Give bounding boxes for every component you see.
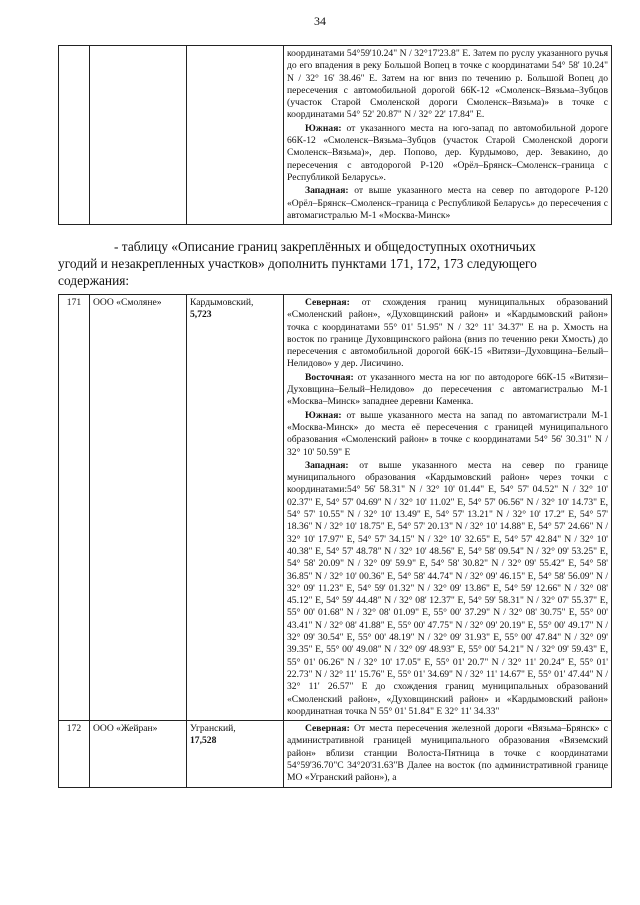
boundary-south xyxy=(287,123,608,184)
cell-organization xyxy=(90,46,187,225)
boundary-table-continued xyxy=(58,45,612,225)
boundary-table-new-rows xyxy=(58,294,612,788)
boundary-east xyxy=(287,372,608,409)
boundary-south xyxy=(287,410,608,459)
amendment-intro xyxy=(58,238,612,289)
cell-boundary-description xyxy=(284,721,612,787)
boundary-text: от выше указанного места на запад по автомагистрали М-1 «Москва-Минск» до места её пересечения с границей муниципального образования «Смоленский район» в точке с координатами 54° 56' 30.31" N / 32° 10' 50.59" Е xyxy=(287,409,608,458)
boundary-text: от указанного места на юг по автодороге 66К-15 «Витязи–Духовщина–Белый–Нелидово» до пересечения с автомагистралью М-1 «Москва–Минск» западнее деревни Каменка. xyxy=(287,371,608,408)
cell-area xyxy=(187,721,284,787)
boundary-text: от указанного места на юго-запад по автомобильной дороге 66К-12 «Смоленск–Вязьма–Зубцов (участок Старой Смоленской дороги Смоленск–Вязьма)», дер. Попово, дер. Курдымово, дер. Зевакино, до пересечения с автодорогой Р-120 «Орёл–Брянск–Смоленск–граница с Республикой Беларусь». xyxy=(287,122,608,183)
intro-line: угодий и незакрепленных участков» дополнить пунктами 171, 172, 173 следующего xyxy=(58,256,537,271)
boundary-label: Южная: xyxy=(305,122,342,134)
table-row xyxy=(59,46,612,225)
area-name: Кардымовский, xyxy=(190,297,254,308)
page-number: 34 xyxy=(314,14,326,28)
boundary-label: Западная: xyxy=(305,185,349,197)
boundary-text: От места пересечения железной дороги «Вязьма–Брянск» с административной границей муниципального образования «Вяземский район» вблизи станции Волоста-Пятница в точке с координатами 54°59'36.70"С 34°20'31.63"В Далее на восток (по административной границе МО «Угранский район»), а xyxy=(287,723,608,784)
cell-area xyxy=(187,46,284,225)
boundary-label: Южная: xyxy=(305,409,342,421)
boundary-label: Западная: xyxy=(305,459,349,471)
cell-boundary-description xyxy=(284,46,612,225)
cell-number xyxy=(59,46,90,225)
cell-organization: ООО «Смоляне» xyxy=(90,295,187,721)
area-size: 17,528 xyxy=(190,735,217,747)
boundary-text: от выше указанного места на север по автодороге Р-120 «Орёл–Брянск–Смоленск–граница с Республикой Беларусь» до пересечения с автомагистралью М-1 «Москва-Минск» xyxy=(287,185,608,221)
table-row xyxy=(59,721,612,787)
boundary-label: Северная: xyxy=(305,297,350,308)
boundary-label: Северная: xyxy=(305,723,350,735)
boundary-text: от выше указанного места на север по границе муниципального образования «Кардымовский район» через точки с координатами:54° 56' 58.31" N / 32° 10' 01.44" Е, 54° 57' 04.52" N / 32° 10' 02.37" Е, 54° 57' 04.69" N / 32° 10' 11.02" Е, 54° 57' 06.56" N / 32° 10' 14.73" Е, 54° 57' 10.55" N / 32° 10' 13.49" Е, 54° 57' 13.21" N / 32° 10' 17.2" Е, 54° 57' 18.36" N / 32° 10' 18.75" Е, 54° 57' 20.13" N / 32° 10' 14.88" Е, 54° 57' 24.66" N / 32° 10' 17.97" Е, 54° 57' 34.15" N / 32° 10' 32.65" Е, 54° 57' 42.84" N / 32° 10' 40.38" Е, 54° 57' 48.78" N / 32° 10' 48.56" Е, 54° 58' 09.54" N / 32° 09' 53.25" Е, 54° 58' 20.09" N / 32° 09' 59.9" Е, 54° 58' 30.82" N / 32° 09' 55.42" Е, 54° 58' 36.85" N / 32° 10' 00.36" Е, 54° 58' 44.74" N / 32° 09' 46.15" Е, 54° 58' 56.09" N / 32° 09' 11.23" Е, 54° 59' 01.32" N / 32° 09' 13.86" Е, 54° 59' 12.66" N / 32° 08' 45.12" Е, 54° 59' 44.48" N / 32° 08' 12.37" Е, 54° 59' 58.31" N / 32° 07' 55.37" Е, 55° 00' 01.68" N / 32° 08' 01.09" Е, 55° 00' 37.29" N / 32° 08' 30.75" Е, 55° 00' 43.41" N / 32° 08' 41.88" Е, 55° 00' 47.75" N / 32° 09' 20.19" Е, 55° 00' 49.17" N / 32° 09' 30.54" Е, 55° 00' 48.19" N / 32° 09' 31.93" Е, 55° 00' 47.84" N / 32° 09' 39.35" Е, 55° 00' 49.08" N / 32° 09' 48.93" Е, 55° 00' 54.21" N / 32° 09' 59.43" Е, 55° 01' 06.26" N / 32° 10' 17.05" Е, 55° 01' 20.7" N / 32° 11' 20.24" Е, 55° 01' 22.73" N / 32° 11' 15.76" Е, 55° 01' 34.69" N / 32° 11' 14.67" Е, 55° 01' 47.44" N / 32° 11' 26.57" Е до схождения границ муниципальных образований «Смоленский район», «Духовщинский район» и «Кардымовский район» координатная точка N 55° 01' 51.84" Е 32° 11' 34.33" xyxy=(287,459,608,717)
intro-line: - таблицу «Описание границ закреплённых и общедоступных охотничьих xyxy=(114,239,536,254)
cell-number: 171 xyxy=(59,295,90,721)
table-row xyxy=(59,295,612,721)
intro-line: содержания: xyxy=(58,273,130,288)
boundary-west xyxy=(287,460,608,718)
boundary-west xyxy=(287,185,608,222)
area-size: 5,723 xyxy=(190,309,212,321)
boundary-label: Восточная: xyxy=(305,371,354,383)
cell-area xyxy=(187,295,284,721)
boundary-north-continued: координатами 54°59'10.24" N / 32°17'23.8" Е. Затем по руслу указанного ручья до его впадения в реку Большой Вопец в точке с координатами 54° 58' 10.24" N / 32° 16' 38.46" Е. Затем на юг вниз по течению р. Большой Вопец до пересечения с автомобильной дорогой 66К-12 «Смоленск–Вязьма–Зубцов (участок Старой Смоленской дороги Смоленск–Вязьма)» в точке с координатами 54° 52' 20.87" N / 32° 22' 17.84" Е. xyxy=(287,48,608,121)
cell-boundary-description xyxy=(284,295,612,721)
cell-organization: ООО «Жейран» xyxy=(90,721,187,787)
boundary-text: от схождения границ муниципальных образований «Смоленский район», «Духовщинский район» и «Кардымовский район» точка с координатами 55° 01' 51.95" N / 32° 11' 34.37" Е на р. Хмость на восток по границе Духовщинского района (вниз по течению реки Хмость) до пересечения с автомобильной дорогой 66К-15 «Витязи–Духовщина–Белый–Нелидово» у дер. Лисичино. xyxy=(287,297,608,370)
boundary-north xyxy=(287,297,608,371)
cell-number: 172 xyxy=(59,721,90,787)
boundary-north xyxy=(287,723,608,784)
area-name: Угранский, xyxy=(190,723,236,735)
